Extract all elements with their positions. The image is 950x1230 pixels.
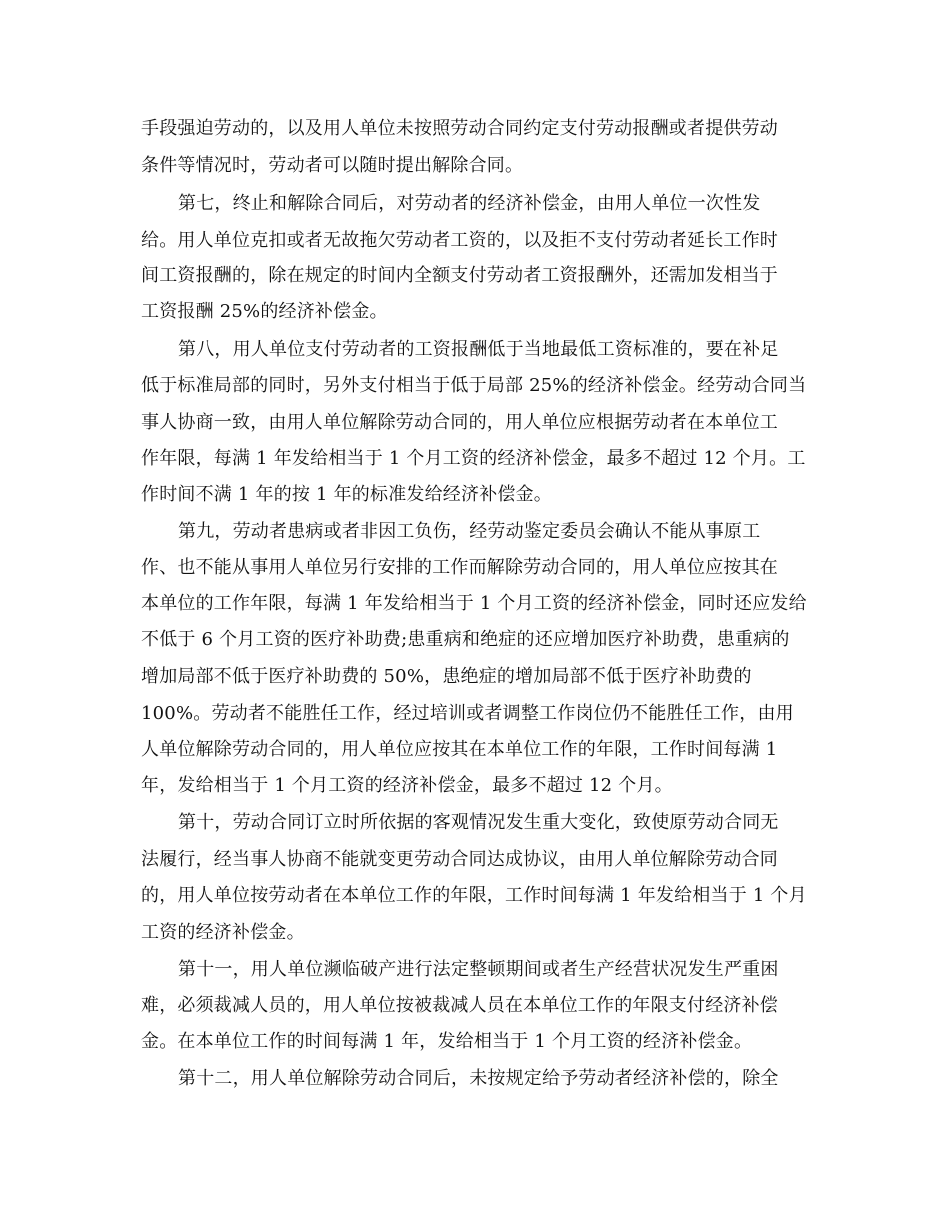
text-line: 难，必须裁减人员的，用人单位按被裁减人员在本单位工作的年限支付经济补偿 (141, 995, 778, 1016)
text-line: 作年限，每满 1 年发给相当于 1 个月工资的经济补偿金，最多不超过 12 个月。工 (141, 448, 806, 469)
text-line: 工资报酬 25%的经济补偿金。 (141, 301, 388, 322)
text-line: 低于标准局部的同时，另外支付相当于低于局部 25%的经济补偿金。经劳动合同当 (141, 375, 807, 396)
text-line: 100%。劳动者不能胜任工作，经过培训或者调整工作岗位仍不能胜任工作，由用 (141, 703, 794, 724)
text-line: 年，发给相当于 1 个月工资的经济补偿金，最多不超过 12 个月。 (141, 775, 673, 796)
text-line: 法履行，经当事人协商不能就变更劳动合同达成协议，由用人单位解除劳动合同 (141, 849, 778, 870)
text-line: 的，用人单位按劳动者在本单位工作的年限，工作时间每满 1 年发给相当于 1 个月 (141, 885, 807, 906)
paragraph-start-line: 第十二，用人单位解除劳动合同后，未按规定给予劳动者经济补偿的，除全 (178, 1068, 779, 1089)
paragraph-start-line: 第十一，用人单位濒临破产进行法定整顿期间或者生产经营状况发生严重困 (178, 959, 779, 980)
text-line: 间工资报酬的，除在规定的时间内全额支付劳动者工资报酬外，还需加发相当于 (141, 265, 778, 286)
text-line: 工资的经济补偿金。 (141, 922, 305, 943)
text-line: 条件等情况时，劳动者可以随时提出解除合同。 (141, 155, 524, 176)
text-line: 作时间不满 1 年的按 1 年的标准发给经济补偿金。 (141, 484, 552, 505)
text-line: 手段强迫劳动的，以及用人单位未按照劳动合同约定支付劳动报酬或者提供劳动 (141, 118, 778, 139)
paragraph-start-line: 第十，劳动合同订立时所依据的客观情况发生重大变化，致使原劳动合同无 (178, 812, 779, 833)
text-line: 事人协商一致，由用人单位解除劳动合同的，用人单位应根据劳动者在本单位工 (141, 412, 778, 433)
text-line: 人单位解除劳动合同的，用人单位应按其在本单位工作的年限，工作时间每满 1 (141, 739, 778, 760)
paragraph-start-line: 第八，用人单位支付劳动者的工资报酬低于当地最低工资标准的，要在补足 (178, 339, 779, 360)
text-line: 作、也不能从事用人单位另行安排的工作而解除劳动合同的，用人单位应按其在 (141, 557, 778, 578)
text-line: 金。在本单位工作的时间每满 1 年，发给相当于 1 个月工资的经济补偿金。 (141, 1031, 753, 1052)
paragraph-start-line: 第七，终止和解除合同后，对劳动者的经济补偿金，由用人单位一次性发 (178, 193, 761, 214)
text-line: 给。用人单位克扣或者无故拖欠劳动者工资的，以及拒不支付劳动者延长工作时 (141, 230, 778, 251)
text-line: 增加局部不低于医疗补助费的 50%，患绝症的增加局部不低于医疗补助费的 (141, 666, 752, 687)
text-line: 本单位的工作年限，每满 1 年发给相当于 1 个月工资的经济补偿金，同时还应发给 (141, 593, 807, 614)
text-line: 不低于 6 个月工资的医疗补助费;患重病和绝症的还应增加医疗补助费，患重病的 (141, 629, 790, 650)
paragraph-start-line: 第九，劳动者患病或者非因工负伤，经劳动鉴定委员会确认不能从事原工 (178, 521, 761, 542)
